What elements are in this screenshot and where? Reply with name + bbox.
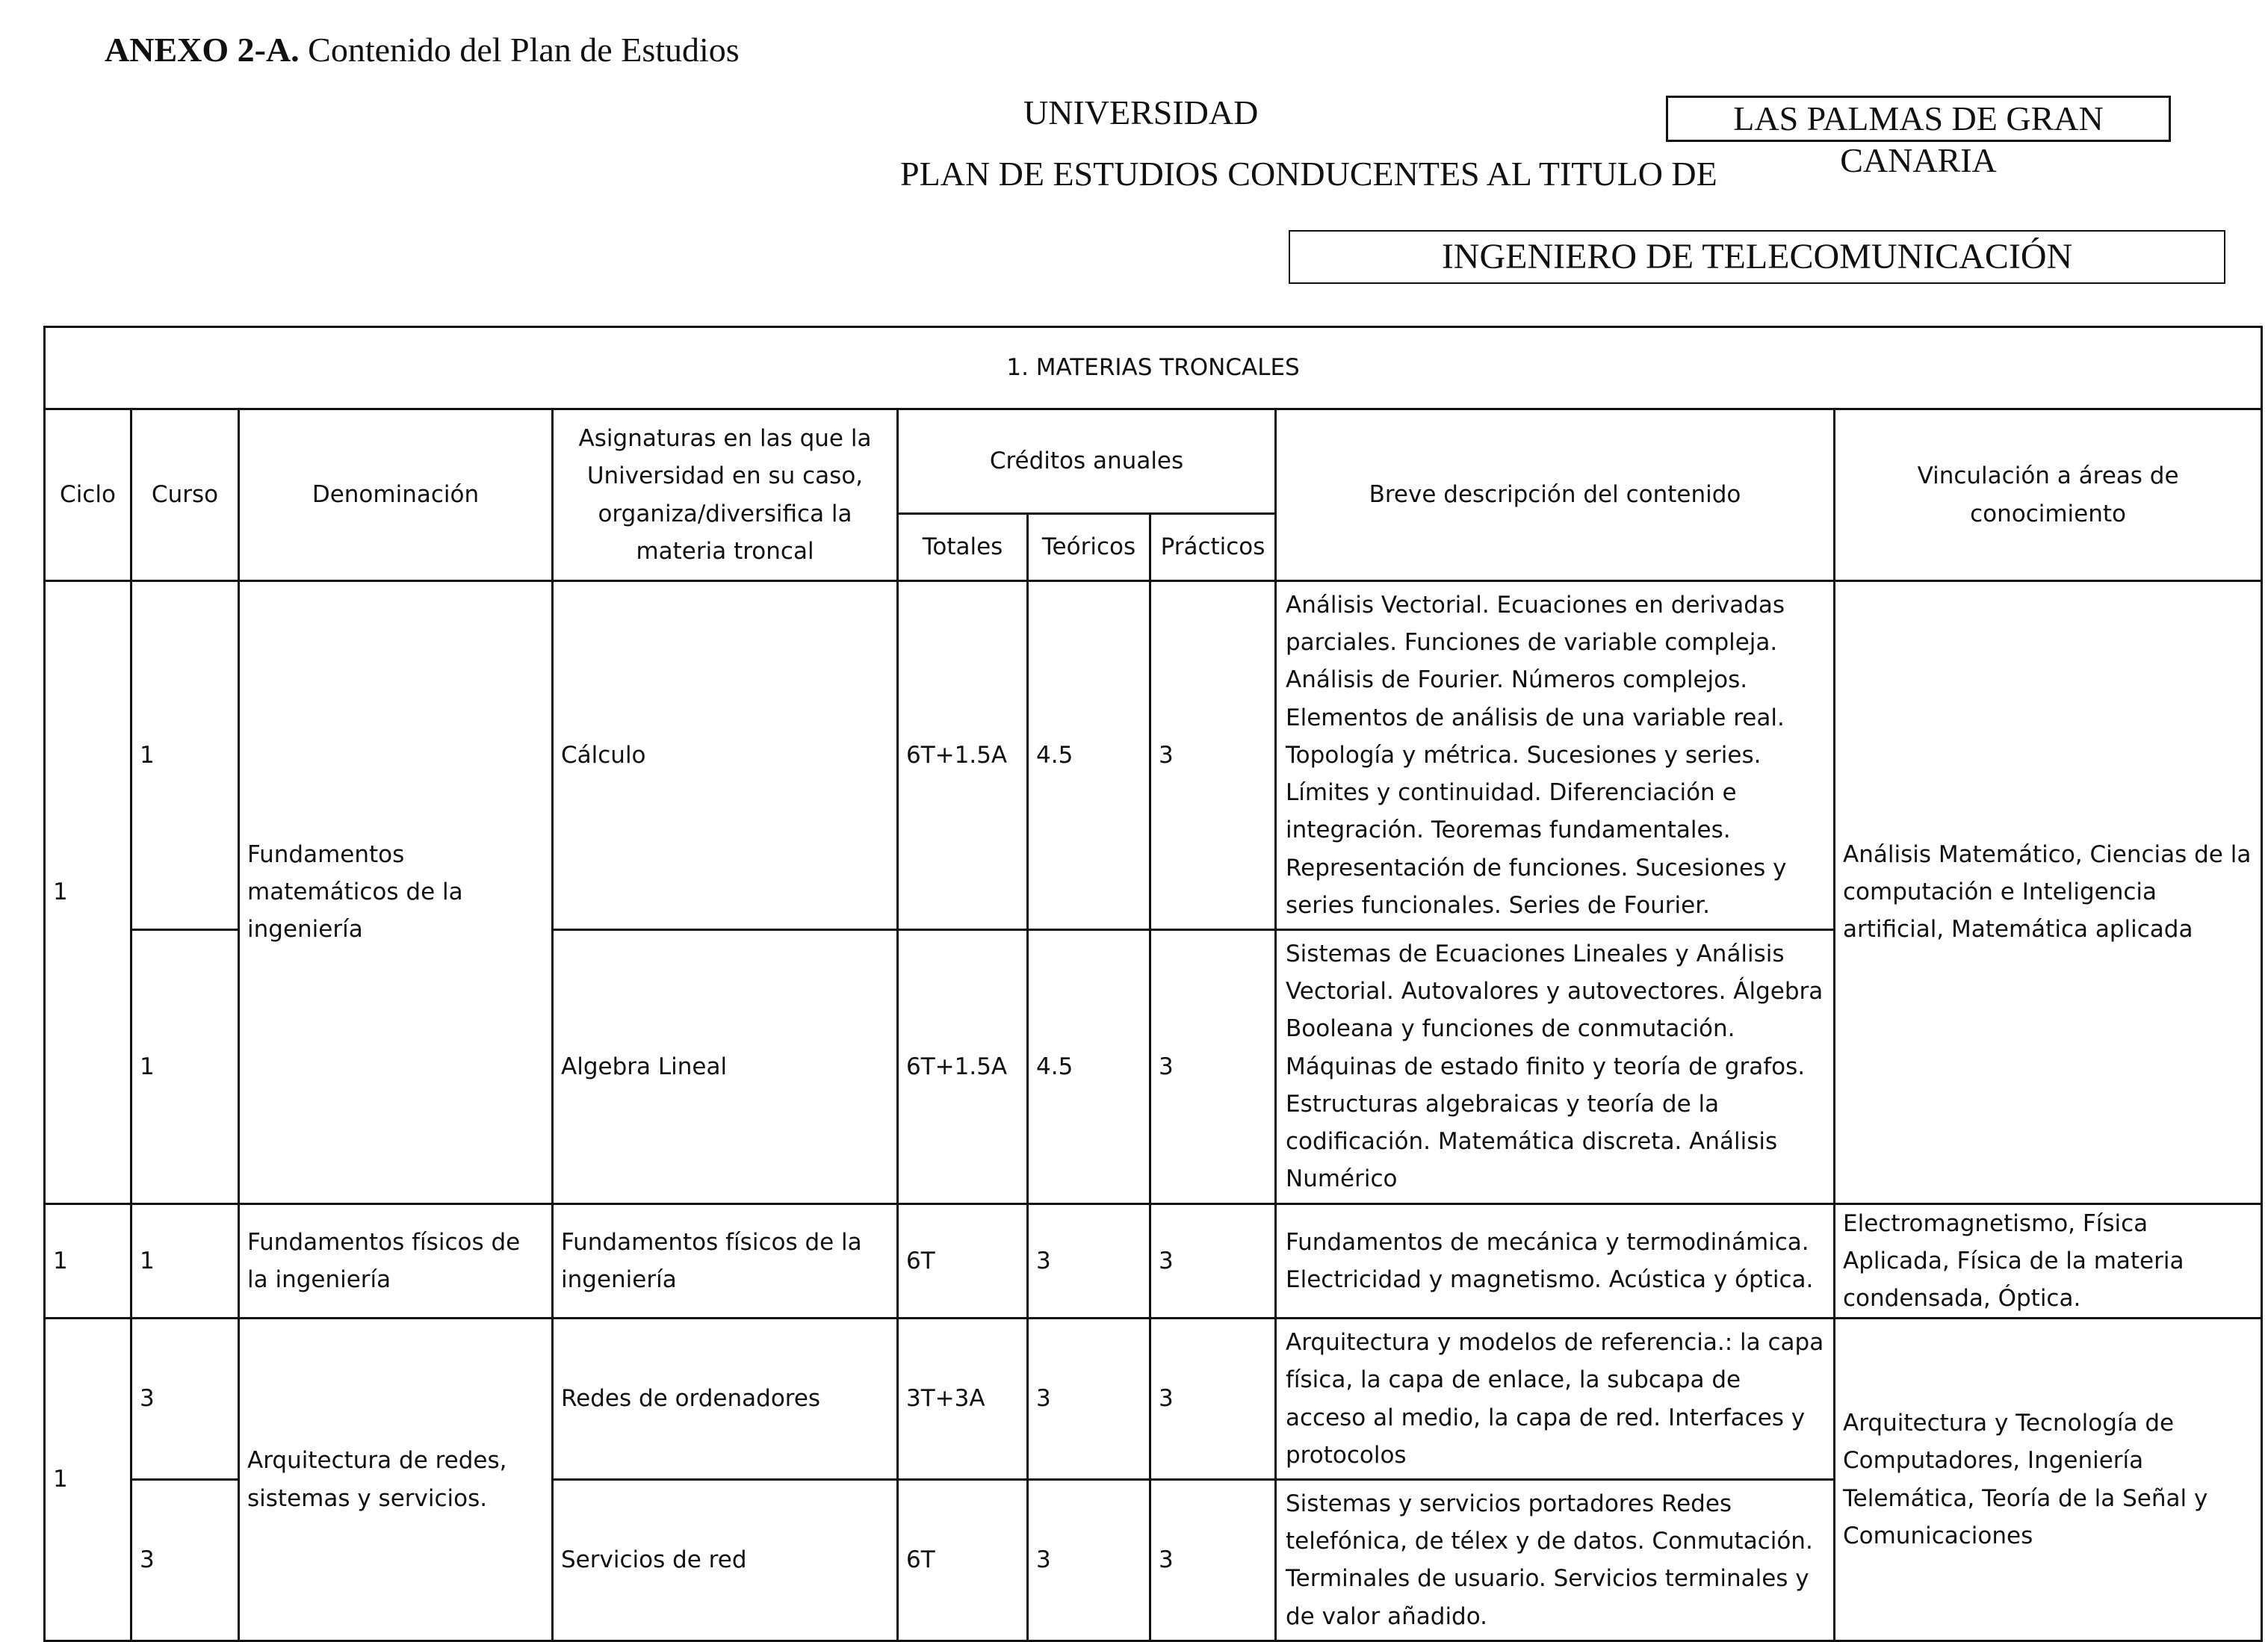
- cell-ciclo: 1: [45, 1203, 131, 1319]
- degree-title-box: INGENIERO DE TELECOMUNICACIÓN: [1289, 230, 2225, 284]
- cell-vinculacion: Análisis Matemático, Ciencias de la computación e Inteligencia artificial, Matemática aplicada: [1835, 581, 2262, 1204]
- cell-vinculacion: Electromagnetismo, Física Aplicada, Física de la materia condensada, Óptica.: [1835, 1203, 2262, 1319]
- cell-curso: 3: [131, 1480, 239, 1641]
- cell-asignatura: Algebra Lineal: [553, 929, 898, 1203]
- cell-denominacion: Fundamentos matemáticos de la ingeniería: [239, 581, 553, 1204]
- header-ciclo: Ciclo: [45, 409, 131, 581]
- plan-label: PLAN DE ESTUDIOS CONDUCENTES AL TITULO DE: [900, 155, 1717, 193]
- cell-denominacion: Fundamentos físicos de la ingeniería: [239, 1203, 553, 1319]
- header-creditos: Créditos anuales: [898, 409, 1276, 514]
- cell-curso: 3: [131, 1319, 239, 1480]
- cell-curso: 1: [131, 1203, 239, 1319]
- subjects-table: [43, 326, 2263, 1642]
- header-totales: Totales: [898, 514, 1028, 581]
- cell-curso: 1: [131, 581, 239, 930]
- cell-descripcion: Arquitectura y modelos de referencia.: la capa física, la capa de enlace, la subcapa de acceso al medio, la capa de red. Interfaces y protocolos: [1276, 1319, 1835, 1480]
- cell-totales: 6T: [898, 1203, 1028, 1319]
- header-denominacion: Denominación: [239, 409, 553, 581]
- cell-descripcion: Fundamentos de mecánica y termodinámica. Electricidad y magnetismo. Acústica y óptica.: [1276, 1203, 1835, 1319]
- cell-asignatura: Servicios de red: [553, 1480, 898, 1641]
- table-row: [45, 1319, 2262, 1480]
- header-vinculacion: Vinculación a áreas de conocimiento: [1835, 409, 2262, 581]
- cell-practicos: 3: [1150, 581, 1276, 930]
- cell-vinculacion: Arquitectura y Tecnología de Computadores, Ingeniería Telemática, Teoría de la Señal y Comunicaciones: [1835, 1319, 2262, 1641]
- university-name-box: LAS PALMAS DE GRAN CANARIA: [1666, 96, 2171, 142]
- section-title: 1. MATERIAS TRONCALES: [45, 327, 2262, 409]
- cell-teoricos: 3: [1028, 1319, 1150, 1480]
- cell-totales: 6T+1.5A: [898, 929, 1028, 1203]
- cell-totales: 6T+1.5A: [898, 581, 1028, 930]
- annex-label: ANEXO 2-A.: [105, 31, 300, 69]
- header-teoricos: Teóricos: [1028, 514, 1150, 581]
- table-row: [45, 1203, 2262, 1319]
- university-label: UNIVERSIDAD: [1023, 93, 1259, 131]
- annex-subtitle: Contenido del Plan de Estudios: [299, 31, 740, 69]
- cell-totales: 3T+3A: [898, 1319, 1028, 1480]
- cell-asignatura: Redes de ordenadores: [553, 1319, 898, 1480]
- cell-practicos: 3: [1150, 1203, 1276, 1319]
- cell-ciclo: 1: [45, 1319, 131, 1641]
- cell-denominacion: Arquitectura de redes, sistemas y servicios.: [239, 1319, 553, 1641]
- cell-teoricos: 3: [1028, 1203, 1150, 1319]
- header-descripcion: Breve descripción del contenido: [1276, 409, 1835, 581]
- cell-descripcion: Sistemas de Ecuaciones Lineales y Análisis Vectorial. Autovalores y autovectores. Álgebra Booleana y funciones de conmutación. Máquinas de estado finito y teoría de grafos. Estructuras algebraicas y teoría de la codificación. Matemática discreta. Análisis Numérico: [1276, 929, 1835, 1203]
- cell-asignatura: Fundamentos físicos de la ingeniería: [553, 1203, 898, 1319]
- header-asignaturas: Asignaturas en las que la Universidad en su caso, organiza/diversifica la materia troncal: [553, 409, 898, 581]
- cell-teoricos: 4.5: [1028, 929, 1150, 1203]
- cell-totales: 6T: [898, 1480, 1028, 1641]
- table-row: [45, 581, 2262, 930]
- header-practicos: Prácticos: [1150, 514, 1276, 581]
- annex-heading: [105, 30, 740, 69]
- cell-asignatura: Cálculo: [553, 581, 898, 930]
- cell-practicos: 3: [1150, 1480, 1276, 1641]
- cell-descripcion: Sistemas y servicios portadores Redes telefónica, de télex y de datos. Conmutación. Terminales de usuario. Servicios terminales y de valor añadido.: [1276, 1480, 1835, 1641]
- cell-practicos: 3: [1150, 929, 1276, 1203]
- cell-descripcion: Análisis Vectorial. Ecuaciones en derivadas parciales. Funciones de variable compleja. Análisis de Fourier. Números complejos. Elementos de análisis de una variable real. Topología y métrica. Sucesiones y series. Límites y continuidad. Diferenciación e integración. Teoremas fundamentales. Representación de funciones. Sucesiones y series funcionales. Series de Fourier.: [1276, 581, 1835, 930]
- cell-teoricos: 3: [1028, 1480, 1150, 1641]
- header-curso: Curso: [131, 409, 239, 581]
- cell-ciclo: 1: [45, 581, 131, 1204]
- cell-curso: 1: [131, 929, 239, 1203]
- cell-practicos: 3: [1150, 1319, 1276, 1480]
- cell-teoricos: 4.5: [1028, 581, 1150, 930]
